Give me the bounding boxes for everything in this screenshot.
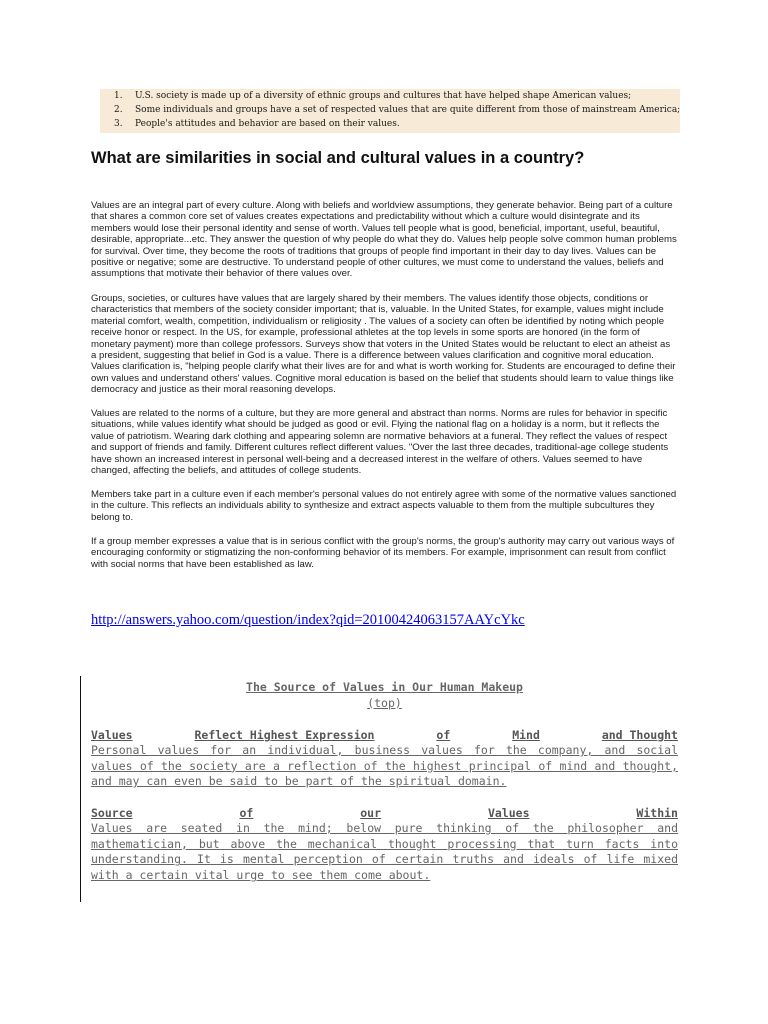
subheading-word: Source — [91, 806, 133, 820]
subheading-word: Within — [636, 806, 678, 820]
paragraph-members-culture: Members take part in a culture even if each member's personal values do not entirely agree with some of the normative values sanctioned in the culture. This reflects an individuals ability to synthesize and extract aspects valuable to them from the multiple subcultures they belong to. — [91, 489, 677, 523]
paragraph-groups-societies: Groups, societies, or cultures have values that are largely shared by their members. The values identify those objects, conditions or characteristics that members of the society consider important; that is, valuable. In the United States, for example, values might include material comfort, wealth, competition, individualism or religiosity . The values of a society can often be identified by noting which people receive honor or respect. In the US, for example, professional athletes at the top levels in some sports are honored (in the form of monetary payment) more than college professors. Surveys show that voters in the United States would be reluctant to elect an atheist as a president, suggesting that belief in God is a value. There is a difference between values clarification and cognitive moral education. Values clarification is, "helping people clarify what their lives are for and what is worth working for. Students are encouraged to define their own values and understand others' values. Cognitive moral education is based on the belief that students should learn to value things like democracy and justice as their moral reasoning develops. — [91, 293, 676, 396]
list-item-text: U.S. society is made up of a diversity of ethnic groups and cultures that have helped shape American values; — [135, 91, 632, 101]
list-item-number: 3. — [114, 119, 123, 129]
list-item-number: 1. — [114, 91, 123, 101]
top-link[interactable]: (top) — [367, 696, 402, 710]
list-item — [100, 117, 680, 131]
subheading-word: Reflect Highest Expression — [194, 728, 375, 742]
paragraph-group-conflict: If a group member expresses a value that is in serious conflict with the group's norms, the group's authority may carry out various ways of encouraging conformity or stigmatizing the non-conforming behavior of its members. For example, imprisonment can result from conflict with social norms that have been established as law. — [91, 536, 675, 570]
section-title — [91, 680, 678, 695]
source-link[interactable]: http://answers.yahoo.com/question/index?qid=20100424063157AAYcYkc — [91, 612, 525, 628]
paragraph-personal-values: Personal values for an individual, business values for the company, and social values of the society are a reflection of the highest principal of mind and thought, and may can even be said to be part of the spiritual domain. — [91, 743, 678, 789]
subheading-word: and Thought — [601, 728, 678, 742]
subheading-source-within — [91, 806, 678, 821]
section-title-text: The Source of Values in Our Human Makeup — [246, 680, 523, 694]
paragraph-values-integral: Values are an integral part of every culture. Along with beliefs and worldview assumptions, they generate behavior. Being part of a culture that shares a common core set of values creates expectations and predictability without which a culture would disintegrate and its members would lose their personal identity and sense of worth. Values tell people what is good, beneficial, important, useful, beautiful, desirable, appropriate...etc. They answer the question of why people do what they do. Values help people solve common human problems for survival. Over time, they become the roots of traditions that groups of people find important in their day to day lives. Values can be positive or negative; some are destructive. To understand people of other cultures, we must come to understand the values, beliefs and assumptions that motivate their behavior of there values over. — [91, 200, 677, 280]
paragraph-values-norms: Values are related to the norms of a culture, but they are more general and abstract than norms. Norms are rules for behavior in specific situations, while values identify what should be judged as good or evil. Flying the national flag on a holiday is a norm, but it reflects the value of patriotism. Wearing dark clothing and appearing solemn are normative behaviors at a funeral. They reflect the values of respect and support of friends and family. Different cultures reflect different values. "Over the last three decades, traditional-age college students have shown an increased interest in personal well-being and a decreased interest in the welfare of others. Values seemed to have changed, affecting the beliefs, and attitudes of college students. — [91, 408, 669, 477]
left-border-rule — [80, 676, 81, 902]
list-item-number: 2. — [114, 105, 123, 115]
highlighted-list — [100, 89, 680, 133]
paragraph-values-seated: Values are seated in the mind; below pure thinking of the philosopher and mathematician, but above the mechanical thought processing that turn facts into understanding. It is mental perception of certain truths and ideals of life mixed with a certain vital urge to see them come about. — [91, 821, 678, 883]
list-item — [100, 89, 680, 103]
subheading-word: Values — [91, 728, 133, 742]
subheading-word: Values — [487, 806, 530, 820]
subheading-word: of — [436, 728, 451, 742]
subheading-highest-expression — [91, 728, 678, 743]
list-item-text: Some individuals and groups have a set of respected values that are quite different from those of mainstream America; — [135, 105, 681, 115]
list-item-text: People's attitudes and behavior are based on their values. — [135, 119, 400, 129]
list-item — [100, 103, 680, 117]
subheading-word: of — [239, 806, 254, 820]
subheading-word: Mind — [512, 728, 540, 742]
page-title: What are similarities in social and cultural values in a country? — [91, 149, 585, 167]
subheading-word: our — [360, 806, 382, 820]
